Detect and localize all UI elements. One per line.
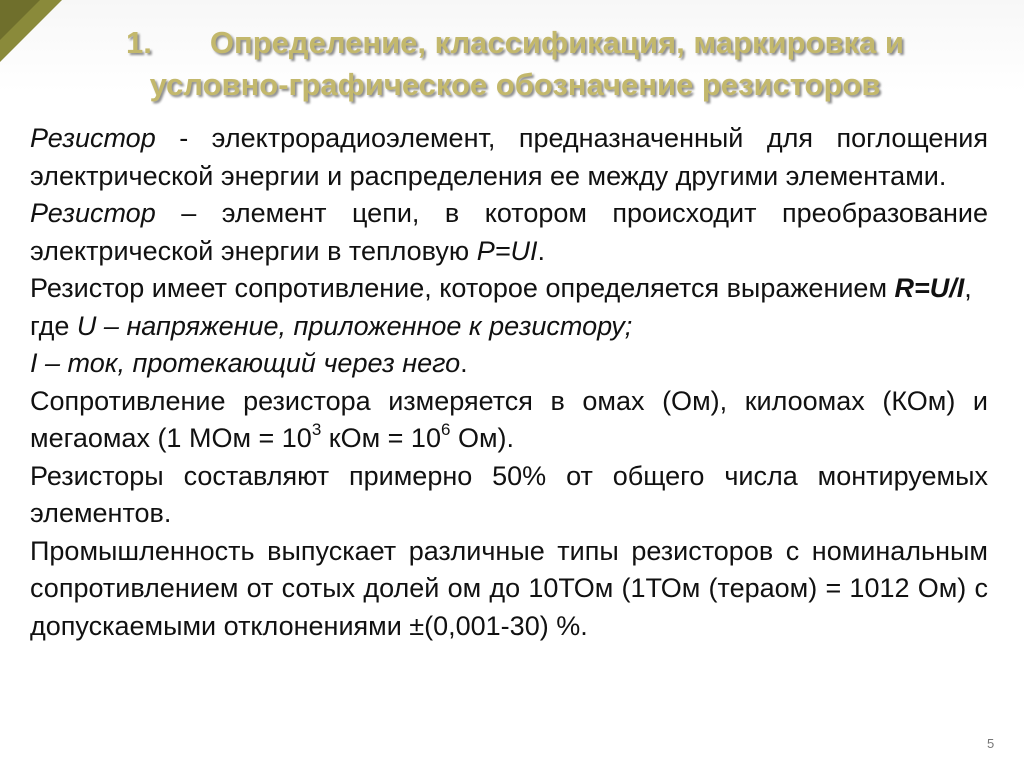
formula-power: P=UI: [476, 235, 538, 266]
paragraph-end: .: [460, 348, 468, 378]
paragraph-text: – элемент цепи, в котором происходит преобразование электрической энергии в тепловую: [30, 198, 988, 266]
exponent-6: 6: [440, 420, 451, 439]
formula-ohms-law: R=U/I: [894, 273, 965, 303]
title-line-1: [40, 22, 990, 64]
paragraph-circuit-element: [30, 195, 988, 270]
paragraph-resistance: [30, 270, 988, 308]
slide-title: [40, 22, 990, 106]
paragraph-mid: кОм = 10: [321, 423, 441, 453]
corner-decoration-inner: [0, 0, 40, 40]
paragraph-text: Сопротивление резистора измеряется в омах (Ом), килоомах (КОм) и мегаомах (1 МОм = 10: [30, 385, 988, 453]
slide-body: [30, 120, 988, 645]
paragraph-text: Резистор имеет сопротивление, которое определяется выражением: [30, 273, 895, 303]
term-resistor: Резистор: [30, 123, 156, 153]
exponent-3: 3: [311, 420, 322, 439]
paragraph-current: [30, 345, 988, 383]
paragraph-industry: Промышленность выпускает различные типы резисторов с номинальным сопротивлением от сотых долей ом до 10ТОм (1ТОм (тераом) = 1012 Ом) с допускаемыми отклонениями ±(0,001-30) %.: [30, 535, 988, 641]
paragraph-end: ,: [964, 273, 972, 303]
paragraph-units: [30, 383, 988, 458]
title-line-1-text: Определение, классификация, маркировка и: [209, 25, 904, 60]
title-number: 1.: [126, 25, 152, 60]
page-number: 5: [987, 736, 995, 751]
paragraph-text: где: [30, 310, 77, 341]
paragraph-text: - электрорадиоэлемент, предназначенный для поглощения электрической энергии и распределения ее между другими элементами.: [30, 123, 988, 191]
voltage-definition: U – напряжение, приложенное к резистору;: [76, 310, 633, 341]
title-line-2: условно-графическое обозначение резисторов: [149, 67, 881, 102]
paragraph-end: .: [537, 235, 545, 266]
paragraph-voltage: [30, 308, 988, 346]
paragraph-definition: [30, 120, 988, 195]
paragraph-share: Резисторы составляют примерно 50% от общего числа монтируемых элементов.: [30, 460, 988, 528]
term-resistor: Резистор: [30, 198, 156, 228]
current-definition: I – ток, протекающий через него: [30, 348, 461, 378]
paragraph-end: Ом).: [450, 423, 514, 453]
